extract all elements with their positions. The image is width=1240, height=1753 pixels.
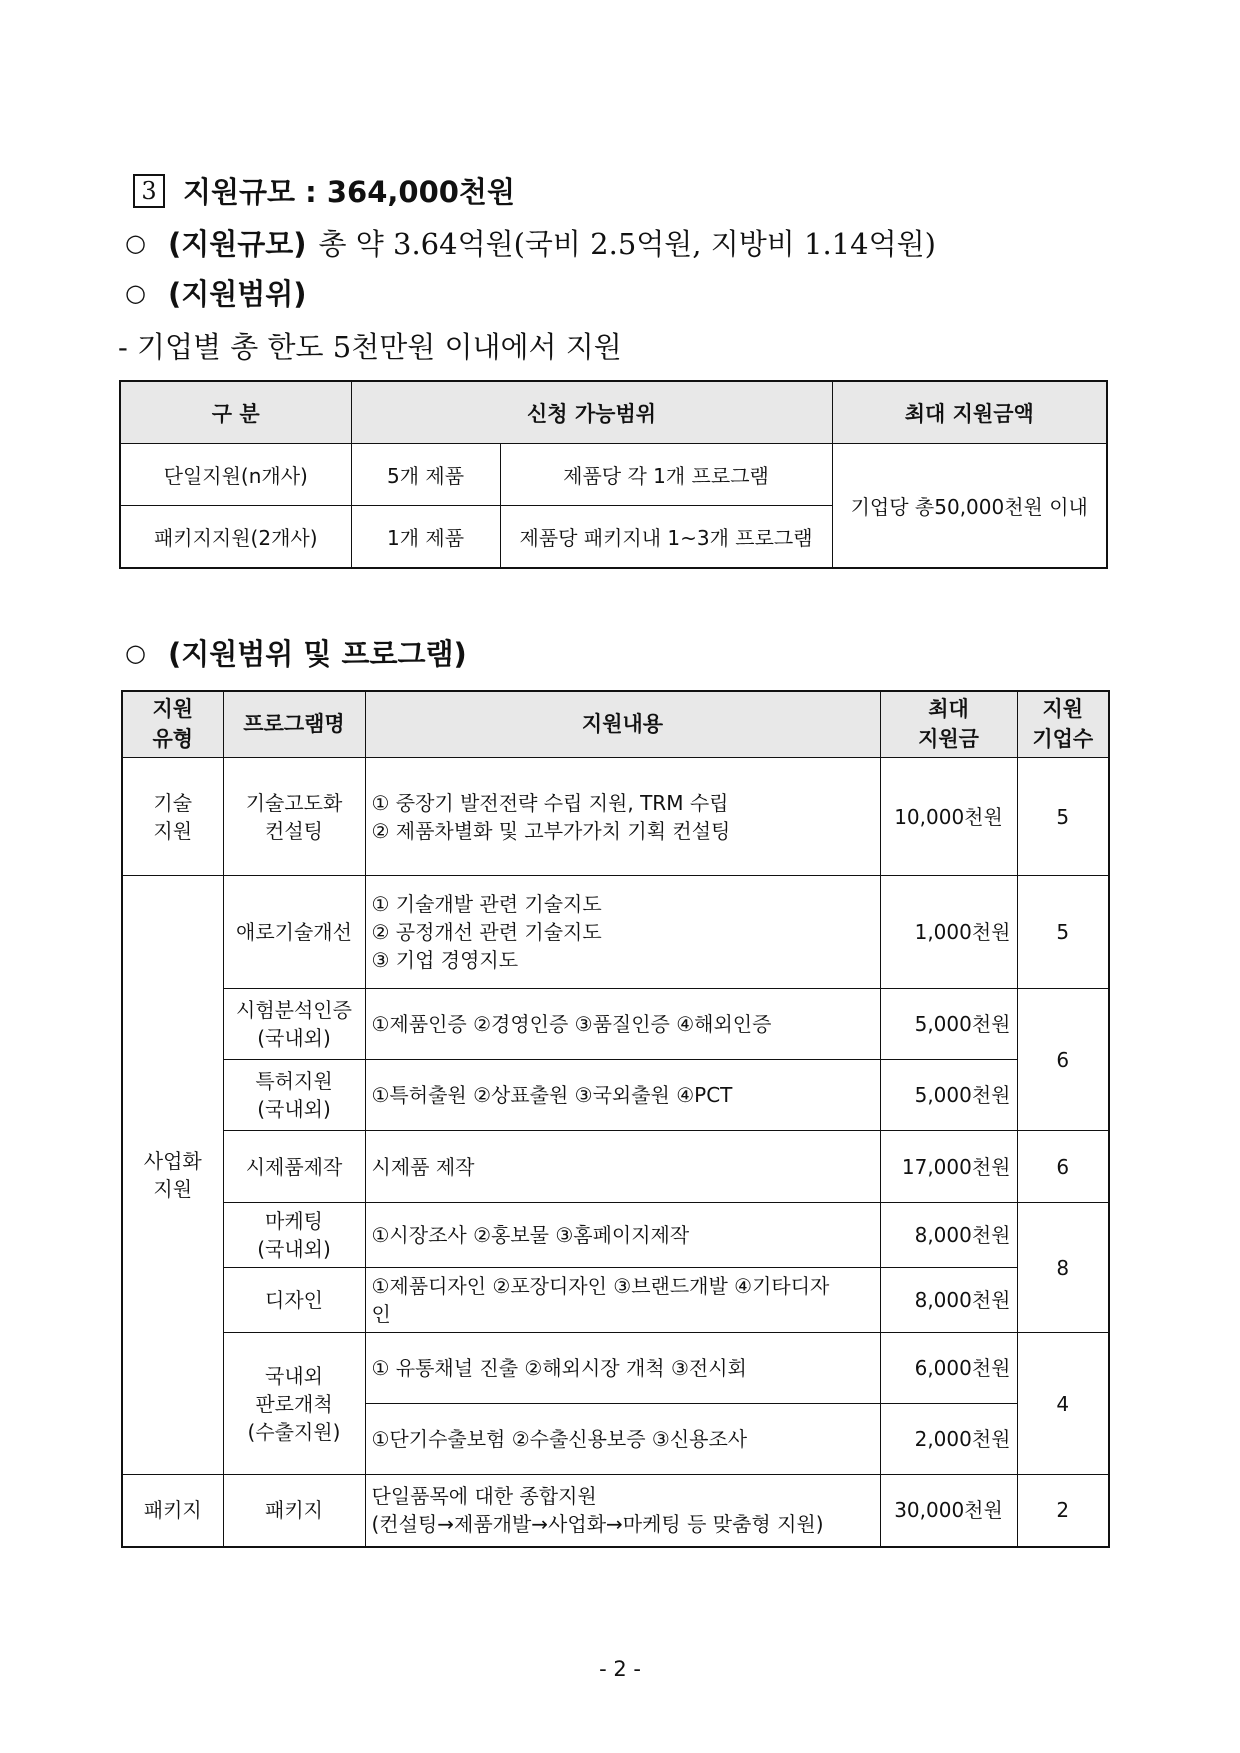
group-package: 패키지 bbox=[122, 1475, 223, 1547]
company-count: 6 bbox=[1017, 1131, 1109, 1203]
program-content: ①시장조사 ②홍보물 ③홈페이지제작 bbox=[365, 1203, 880, 1268]
bullet-label: (지원범위 및 프로그램) bbox=[167, 637, 467, 671]
max-amount: 1,000천원 bbox=[880, 876, 1017, 989]
table-row bbox=[122, 1268, 1109, 1333]
bullet-programs bbox=[125, 632, 467, 673]
program-name: 마케팅 (국내외) bbox=[223, 1203, 365, 1268]
header-max: 최대 지원금 bbox=[880, 691, 1017, 758]
max-amount: 30,000천원 bbox=[880, 1475, 1017, 1547]
table-row bbox=[122, 989, 1109, 1060]
max-amount: 5,000천원 bbox=[880, 989, 1017, 1060]
header-content: 지원내용 bbox=[365, 691, 880, 758]
row-type: 단일지원(n개사) bbox=[120, 444, 351, 506]
row-desc: 제품당 각 1개 프로그램 bbox=[500, 444, 832, 506]
group-tech: 기술 지원 bbox=[122, 758, 223, 876]
section-title: 지원규모 : 364,000천원 bbox=[183, 175, 515, 209]
table-row bbox=[120, 444, 1107, 506]
program-content: ① 중장기 발전전략 수립 지원, TRM 수립 ② 제품차별화 및 고부가가치 기획 컨설팅 bbox=[365, 758, 880, 876]
dash-line: - 기업별 총 한도 5천만원 이내에서 지원 bbox=[118, 330, 622, 364]
program-name: 시험분석인증 (국내외) bbox=[223, 989, 365, 1060]
table-row bbox=[122, 1060, 1109, 1131]
table-header-row bbox=[122, 691, 1109, 758]
program-content: ①제품인증 ②경영인증 ③품질인증 ④해외인증 bbox=[365, 989, 880, 1060]
company-count: 5 bbox=[1017, 876, 1109, 989]
program-content: ①특허출원 ②상표출원 ③국외출원 ④PCT bbox=[365, 1060, 880, 1131]
program-content: ①단기수출보험 ②수출신용보증 ③신용조사 bbox=[365, 1404, 880, 1475]
max-amount: 8,000천원 bbox=[880, 1203, 1017, 1268]
header-companies: 지원 기업수 bbox=[1017, 691, 1109, 758]
row-desc: 제품당 패키지내 1~3개 프로그램 bbox=[500, 506, 832, 569]
bullet-marker: ○ bbox=[125, 278, 146, 307]
section-heading bbox=[133, 170, 515, 211]
table-row bbox=[122, 1131, 1109, 1203]
company-count: 6 bbox=[1017, 989, 1109, 1131]
header-range: 신청 가능범위 bbox=[351, 381, 832, 444]
row-type: 패키지지원(2개사) bbox=[120, 506, 351, 569]
bullet-marker: ○ bbox=[125, 638, 146, 667]
program-content: 단일품목에 대한 종합지원 (컨설팅→제품개발→사업화→마케팅 등 맞춤형 지원) bbox=[365, 1475, 880, 1547]
bullet-text: 총 약 3.64억원(국비 2.5억원, 지방비 1.14억원) bbox=[318, 227, 936, 261]
row-count: 1개 제품 bbox=[351, 506, 500, 569]
program-content: 시제품 제작 bbox=[365, 1131, 880, 1203]
table-row bbox=[122, 758, 1109, 876]
max-amount: 17,000천원 bbox=[880, 1131, 1017, 1203]
max-amount: 2,000천원 bbox=[880, 1404, 1017, 1475]
max-amount: 5,000천원 bbox=[880, 1060, 1017, 1131]
program-name: 국내외 판로개척 (수출지원) bbox=[223, 1333, 365, 1475]
program-name: 기술고도화 컨설팅 bbox=[223, 758, 365, 876]
program-name: 시제품제작 bbox=[223, 1131, 365, 1203]
max-amount: 8,000천원 bbox=[880, 1268, 1017, 1333]
bullet-label: (지원규모) bbox=[167, 227, 307, 261]
program-name: 패키지 bbox=[223, 1475, 365, 1547]
company-count: 4 bbox=[1017, 1333, 1109, 1475]
max-amount: 10,000천원 bbox=[880, 758, 1017, 876]
header-type: 지원 유형 bbox=[122, 691, 223, 758]
company-count: 8 bbox=[1017, 1203, 1109, 1333]
program-table bbox=[121, 690, 1110, 1548]
table-header-row bbox=[120, 381, 1107, 444]
max-amount: 6,000천원 bbox=[880, 1333, 1017, 1404]
group-biz: 사업화 지원 bbox=[122, 876, 223, 1475]
company-count: 5 bbox=[1017, 758, 1109, 876]
table-row bbox=[122, 876, 1109, 989]
header-max-amount: 최대 지원금액 bbox=[832, 381, 1107, 444]
program-name: 디자인 bbox=[223, 1268, 365, 1333]
program-content: ① 유통채널 진출 ②해외시장 개척 ③전시회 bbox=[365, 1333, 880, 1404]
table-row bbox=[122, 1475, 1109, 1547]
bullet-label: (지원범위) bbox=[167, 277, 307, 311]
row-count: 5개 제품 bbox=[351, 444, 500, 506]
bullet-support-range bbox=[125, 272, 307, 313]
page-number: - 2 - bbox=[599, 1657, 641, 1681]
header-category: 구 분 bbox=[120, 381, 351, 444]
company-count: 2 bbox=[1017, 1475, 1109, 1547]
support-limit-table bbox=[119, 380, 1108, 569]
program-name: 특허지원 (국내외) bbox=[223, 1060, 365, 1131]
header-program: 프로그램명 bbox=[223, 691, 365, 758]
table-row bbox=[122, 1333, 1109, 1404]
table-row bbox=[122, 1203, 1109, 1268]
section-number-box: 3 bbox=[133, 174, 165, 208]
bullet-marker: ○ bbox=[125, 228, 146, 257]
bullet-support-scale bbox=[125, 222, 936, 263]
program-name: 애로기술개선 bbox=[223, 876, 365, 989]
max-amount-cell: 기업당 총50,000천원 이내 bbox=[832, 444, 1107, 569]
program-content: ① 기술개발 관련 기술지도 ② 공정개선 관련 기술지도 ③ 기업 경영지도 bbox=[365, 876, 880, 989]
program-content: ①제품디자인 ②포장디자인 ③브랜드개발 ④기타디자 인 bbox=[365, 1268, 880, 1333]
